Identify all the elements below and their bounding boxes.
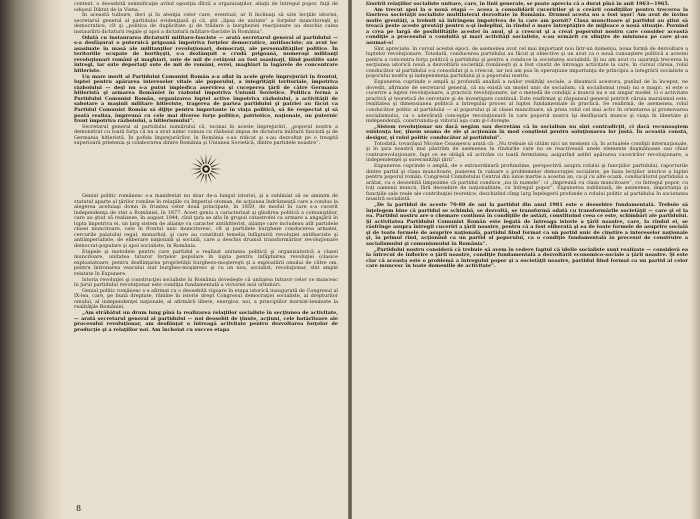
right-column [366, 2, 688, 270]
sun-ray [191, 163, 201, 167]
book-gutter [348, 0, 352, 519]
left-bottom-paragraph: Etapele şi metodele pentru care partidul a realizat unitatea politică şi organizatorică a clasei muncitoare, unitatea tuturor forţelor populare în lupta pentru înfăptuirea revoluţiei (clasice exploatatoare, pentru desfiinţarea proprietăţii burghezo-moşiereşti şi a exploatării omului de către om, pentru întronarea veacului stat burgheo-moşieresc şi cu un nou, socialist, revoluţionar, sînt ample relatate în Expunere. [74, 248, 338, 277]
left-top-paragraph: Secretarul general al partidului numărului că, tocmai în aceste împrejurări, „poporul nostru a demonstrat cu toată forţa că nu a avut nimic comun cu războiul impus de dictatura militară fascistă şi de Germania hitleristă. În pofida împrejurărilor, în România s-au ridicat şi s-au dezvoltat pe o treaptă superioară prietenia şi colaborarea dintre România şi Uniunea Sovietică, dintre partidele noastre”. [74, 123, 338, 147]
sun-ray [209, 158, 217, 166]
left-bottom-paragraph: Istoria revoluţiei şi construcţiei socialiste în România dovedeşte că unitatea tuturor celor ce muncesc în jurul partidului revoluţionar este condiţia fundamentală a victoriei noii orînduiri. [74, 276, 338, 289]
sun-ray [211, 171, 221, 175]
left-top-text [74, 2, 338, 147]
sun-ray [191, 171, 201, 175]
right-paragraph: „Partidului nostru consideră că trebuie să avem în vedere faptul că ideile socialiste sunt realizate — consideră ea la întrecut de înflorire o ţării noastre, condiţie fundamentală a dezvoltării economico-sociale a ţării noastre. Şi este clar că aceasta este o problemă a întregului popor şi a societăţii noastre, partidul fiind format ca un partid al celor care muncesc în toate domeniile de activitate”. [366, 246, 688, 270]
left-top-paragraph: Un mare merit al Partidului Comunist Român a-a aflat în acele grele împrejurări în frontul, luptei pentru apărarea intereselor vitale ale poporului, a integrităţii teritoriale, împotriva războiului — deşi nu s-a putut împiedica aservirea şi cuceperea ţării de către Germania hitleristă şi armarea României în războiul împotriva Uniunii Sovietice. Politica fermă a Partidului Comunist Român, organizarea luptei active împotriva războiului, a activităţii de sabotare a maşinii militare hitleriste, tragerea de partea partidului şi patriei au făcut ca Partidul Comunist Român să dijiţe pentru importante în viaţa politică, să fie respectat şi să poată realiza, împreună cu cele mai diverse forţe politice, patriotice, naţionale, un puternic front împotriva războiului, a hitlerismului”. [74, 73, 338, 125]
left-top-paragraph: Odată cu instaurarea dictaturii militaro-fasciste — arată secretarul general al partidului — s-a desfăşurat o puternică prigoană împotriva forţelor democratice, antifasciste; au avut loc asasinate în masă ale militanţilor revoluţionari, democraţi, ale personalităţilor politice. În teritoriile ocupate de horthyşti, s-a dezlănţuit o crudă prigoană, numeroşi militanţi revoluţionari români şi maghiari, sute de mii de cetăţeni au fost asasinaţi, fiind pustiite sate întregi, iar sute deportaţi sute de mii de români, evrei, maghiari la lagărele de concentrare hitleriste. [74, 34, 338, 74]
sun-ray [209, 172, 217, 180]
right-paragraph: „De la partidul de aceste 70-80 de ani la partidul din anul 1981 este o deosebire fundamentală. Trebuie să înţelegem bine că partidul se schimbă, se dezvoltă, se transformă odată cu transformările societăţii — care şi el la ea. Partidul nostru are o chemare continuă în condiţiile de astăzi, constituind ceea ce este, schimbări ale partidului. Şi activitatea Partidului Comunist Român este legată de întreaga istorie a ţării noastre, care, la rîndul ei, se răsfrînge asupra întregii cuceriri a ţării noastre, pentru că a fost eliberată şi ea de toate formele de asuprire socială şi de toate formele de asuprire naţională, partidul fiind format ca un partid unic de cinstire a intereselor naţionale şi, în primul rînd, acţionînd ca un partid al poporului, ca o condiţie fundamentală în procesul de construire a socialismului şi comunismului în România”. [366, 202, 688, 247]
sun-ray [211, 163, 221, 167]
left-bottom-text [74, 194, 338, 333]
sun-ray [190, 168, 200, 169]
right-paragraph: Sînt apreciate, în cursul acestei epoci, de asemenea avut cel mai important nou într-un domeniu, noua formă de dezvoltare a luptelor revoluţionare. Totodată, conducerea partidului au făcut şi obiective şi un avut ca o nouă cunoaştere politică a acestei pentru a concentra forţa politică a partidului şi pentru a conduce la societatea socialistă. Şi nu am avut cu uşurinţă trecerea la secţiunea istorică nouă a dezvoltării societăţii româneşti şi a fost cinstit de întreaga activitate la care, în cursul căreia, rolul conducător al partidului s-a consolidat şi a crescut, iar noi am pus în operaţiune importanţa de principiu a integrării socialiste a poporului nostru şi independenţa partidului şi a poporului nostru. [366, 45, 688, 80]
right-paragraph: Expunerea cuprinde o amplă, de o extraordinară profunzime, perspectivă asupra rolului şi funcţiilor partidului, raporturile dintre partid şi clasa muncitoare, punerea în valoare a problemelor democraţiei socialiste, pe baza lecţiilor istorice a luptei pentru poporul român. Congresul Comitetului Central din iunie martie a acestui an, ca şi cu alte ocazii, conducătorul partidului a arătat, cu o deosebită limpezime că partidul conduce „nu în numele”, ci „împreună cu clasa muncitoare”, cu întregul popor, cu toţi oamenii muncii, fără deosebire de naţionalitate, cu întregul popor”. Expunerea subliniază, de asemenea, importanţa şi funcţiile sale reale ale contribuţiei teoretice, deschizînd cîmp larg înţelegerii profunde a rolului politic al partidului în societatea noastră socialistă. [366, 162, 688, 203]
sun-ray [208, 174, 212, 184]
left-top-paragraph: În această tulbure, deci şi în atenţia celor care, eventual, ar fi înclinaţi să uite lecţiile istoriei, secretarul general al partidului evidenţiază şi că, ştii „lipsa de unitate” a forţelor muncitoreşti şi democratice, cît şi „politica de duplicitate şi de trădare a burgheziei reacţionare au deschis calea instaurării dictaturii regale şi apoi a dictaturii militaro-fasciste în România”. [74, 12, 338, 35]
sun-ray [200, 154, 204, 164]
sun-ray [211, 168, 221, 169]
sun-ray [205, 174, 206, 184]
left-column [74, 2, 338, 333]
sun-ray [200, 174, 204, 184]
right-page [352, 0, 700, 519]
left-bottom-paragraph: Geniul politic românesc s-a manifestat nu doar de-a lungul istoriei, şi a subliniat să se aminim de statutul aparte al ţărilor române în relaţiile cu Imperiul otoman, de acţiunea îndrăzneaţă care a condus la alegerea aceluiaşi domn în fruntea celor două principate, în 1859, de modul în care s-a cucerit independenţa de stat a României, în 1877. Acest geniu a caracterizat şi gîndirea politică a comuniştilor, care au ştiut să realizeze, în august 1944, cînd ţara se afla în grupul catastrofei ca urmare a angajării în lupta împotriva ei, un larg sistem de alianţe cu caracter antihitlerist, alianţe care includeau atît partidele clasei muncitoare, cele în frontul unic muncitoresc, cît şi partidele burgheze conducerea armatei, cercurile palatului regal, monarhul, şi care au constituit temelia înfăptuirii revoluţiei antifasciste şi antiimperialiste, de eliberare naţională şi socială, care a deschis drumul transformărilor revoluţionare democrat-populare şi apoi socialiste, în România. [74, 192, 338, 249]
right-paragraph: „Sistem revoluţionar nu dacă negăm sau decretăm că în socialism nu sînt contradicţii, ci dacă recunoaştem existenţa lor, ţinem seama de ele şi acţionăm în mod conştient pentru soluţionarea lor justă. În această constă, desigur, şi rolul politic conducător al partidului”. [366, 123, 688, 141]
left-bottom-paragraph: „Am străbătut un drum lung pînă la realizarea relaţiilor socialiste în secţiunea de activitate, — arată secretarul general al partidului — noi deosebit de ţinute, acţiuni, cele hotărîtoare ale procesului revoluţionar, am desfiinţat o întreagă activitate pentru dezvoltarea forţelor de producţie şi a relaţiilor noi. Am încheiat cu succes etapa [74, 310, 338, 333]
left-bottom-paragraph: Geniul politic românesc s-a afirmat cu o deosebită vigoare în etapa istorică inaugurată de Congresul al IX-lea, care, pe bună dreptate, rămîne în istorie drept Congresul democraţiei socialiste, al drepturilor omului, al independenţei naţionale, al afirmării libere, energice, noi, a principiilor marxist-leniniste la realităţile României. [74, 287, 338, 311]
sun-ray [205, 153, 206, 163]
sun-ray [195, 172, 203, 180]
sun-ray [195, 158, 203, 166]
right-paragraph: Am trecut apoi la o nouă etapă — aceea a consolidării cuceririlor şi a creării condiţiilor pentru trecerea la făurirea societăţii socialiste multilateral dezvoltate în România. Drumul acesta nu a fost uşor! Am avut de învins multe greutăţi, a trebuit să înfrîngem împotrivea de la care am pornit? Clasa muncitoare şi partidul au ştiut să treacă peste aceste greutăţi pentru a-şi îndeplini, în rîndul o mare întreptăţire de mijloace o nouă situaţie. Pornind a crea pe largă de posibilităţile acestei în anul, şi a crescut şi a creat poporului nostru care consider această condiţie a procesului o conduită şi mari activităţi socialiste, s-au urmărit cu sfinţire de misiunea pe care şi-au asumat-o! [366, 6, 688, 47]
page-number-left: 8 [76, 504, 82, 513]
sun-ray [208, 154, 212, 164]
right-paragraph: făuririi relaţiilor socialiste unitare, care, în linii generale, se poate aprecia că a durat pînă în anii 1963—1965. [366, 1, 670, 7]
sun-ornament-icon [189, 152, 223, 186]
right-paragraph: Expunerea cuprinde o amplă şi profundă analiză a noilor realităţi sociale, a dinamicii acestora, punînd de la început, ne dovedit, afirmate de secretarul general, că nu există un model unic de socialism, că socialismul (real) nu e magic, el este o cucerire a luptei revoluţionare, a practicii revoluţionare, iar o metodă de condiţii a muncii nu e un singur model, ci o activitate practică şi teoretică de cercetare şi de investigare continuă. Este reafirmat şi răspunsul general potrivit căruia marxismul este, realitatea şi dimensiunea politică a întregului proces al luptei fundamentale în practică. Se reafirmă, de asemenea, rolul conducător politic al partidului — al poporului şi al clasei muncitoare, să preia rolul cel mai activ în orientarea şi promovarea socialismului, ca o adevărată concepţie revoluţionară în care poporul nostru îşi desfăşoară munca şi viaţa în libertate şi independenţă, construindu-şi viitorul aşa cum şi-l doreşte. [366, 79, 688, 125]
right-paragraph: Totodată, tovarăşul Nicolae Ceauşescu arată că: „Nu trebuie să uităm nici un moment că, în actualele condiţii internaţionale, şi în ţara noastră mai păstrăm de asemenea în rîndurile care nu se reactivează unele elemente duşmănoase sau chiar contrarevoluţionare, fapt ce ne obligă să activăm cu toată fermitatea, asigurînd astfel apărarea cuceririlor revoluţionare, a independenţei şi suveranităţii ţării”. [366, 140, 688, 164]
left-top-paragraph: context, o deosebită semnificaţie avînd opoziţia dîrză a organizaţiilor, aliaţii de întregul popor, faţă de odiosul Diktat de la Viena. [74, 1, 338, 13]
